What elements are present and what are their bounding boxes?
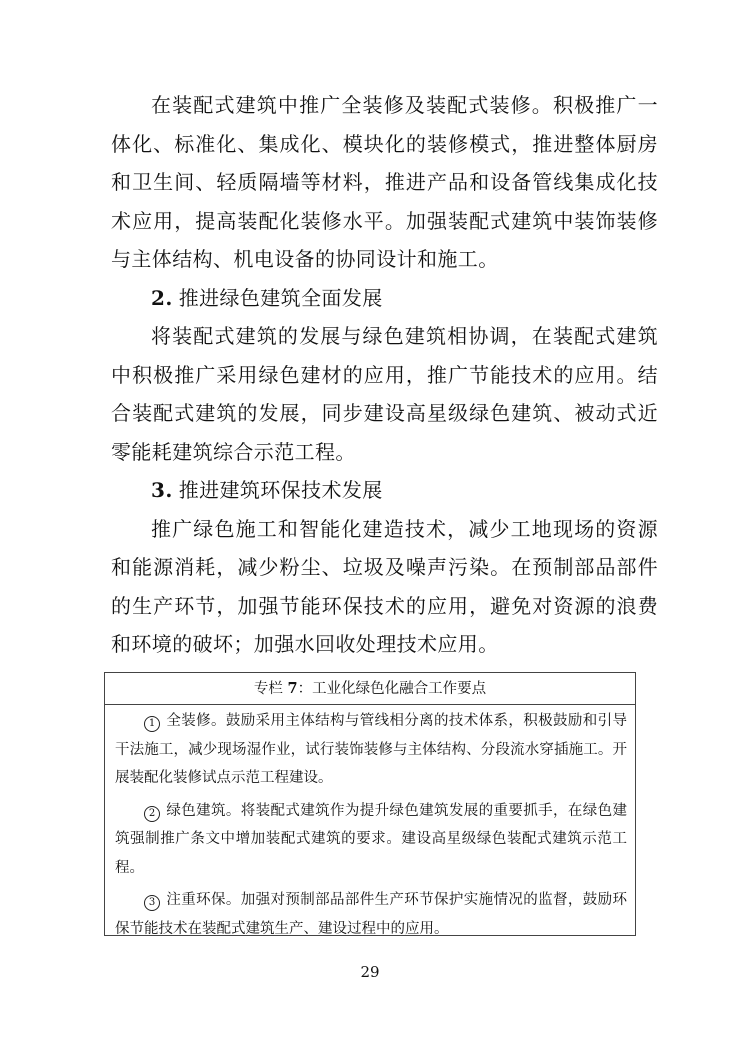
paragraph-green-building: 将装配式建筑的发展与绿色建筑相协调，在装配式建筑中积极推广采用绿色建材的应用，推广节能技术的应用。结合装配式建筑的发展，同步建设高星级绿色建筑、被动式近零能耗建筑综合示范工程。: [111, 324, 658, 464]
column-box-body: [105, 705, 635, 943]
section-title: 推进建筑环保技术发展: [178, 478, 383, 502]
circled-number-1: 1: [144, 716, 160, 732]
box-item-green-building: 2 绿色建筑。将装配式建筑作为提升绿色建筑发展的重要抓手，在绿色建筑强制推广条文中增加装配式建筑的要求。建设高星级绿色装配式建筑示范工程。: [115, 802, 627, 876]
column-box-title: 专栏 7：工业化绿色化融合工作要点: [105, 673, 635, 705]
paragraph-environmental-tech: 推广绿色施工和智能化建造技术，减少工地现场的资源和能源消耗，减少粉尘、垃圾及噪声污染。在预制部品部件的生产环节，加强节能环保技术的应用，避免对资源的浪费和环境的破坏；加强水回收处理技术应用。: [111, 516, 658, 656]
box-item-environmental: 3 注重环保。加强对预制部品部件生产环节保护实施情况的监督，鼓励环保节能技术在装配式建筑生产、建设过程中的应用。: [115, 892, 627, 937]
column-box: [104, 672, 636, 936]
circled-number-3: 3: [144, 895, 160, 911]
section-title: 推进绿色建筑全面发展: [178, 285, 383, 310]
section-heading-green-building: [111, 279, 658, 318]
page-number: 29: [360, 963, 380, 981]
box-item-full-decoration: 1 全装修。鼓励采用主体结构与管线相分离的技术体系，积极鼓励和引导干法施工，减少现场湿作业，试行装饰装修与主体结构、分段流水穿插施工。开展装配化装修试点示范工程建设。: [115, 713, 627, 786]
section-heading-environmental-tech: [111, 471, 658, 510]
section-number: 2.: [151, 285, 173, 310]
paragraph-full-decoration: 在装配式建筑中推广全装修及装配式装修。积极推广一体化、标准化、集成化、模块化的装修模式，推进整体厨房和卫生间、轻质隔墙等材料，推进产品和设备管线集成化技术应用，提高装配化装修水平。加强装配式建筑中装饰装修与主体结构、机电设备的协同设计和施工。: [111, 93, 658, 271]
section-number: 3.: [151, 478, 173, 502]
circled-number-2: 2: [144, 806, 160, 822]
main-text: [111, 86, 658, 664]
